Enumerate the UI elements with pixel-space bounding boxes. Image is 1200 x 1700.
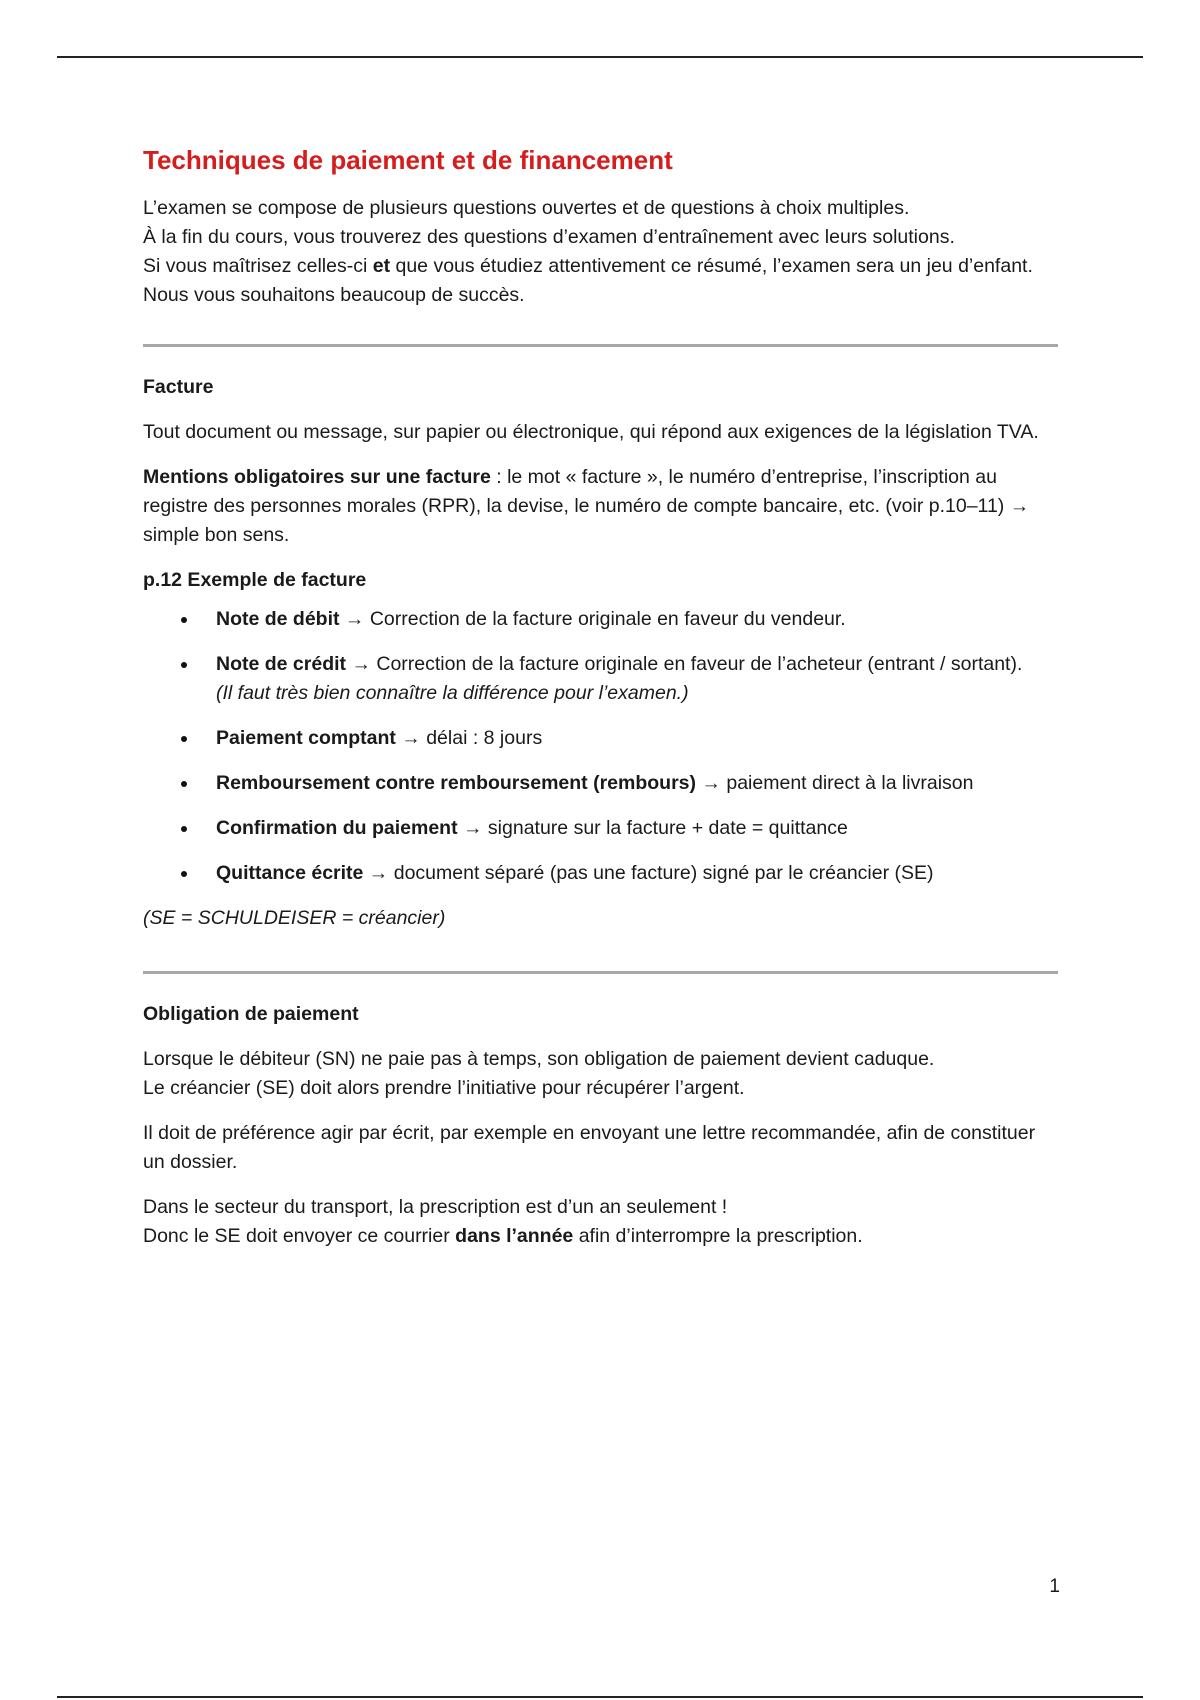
bullet-icon	[181, 781, 187, 787]
intro-line	[143, 252, 1058, 281]
page-bottom-rule	[57, 1696, 1143, 1698]
obligation-emphasis: dans l’année	[455, 1225, 574, 1247]
intro-text: Si vous maîtrisez celles-ci	[143, 255, 373, 277]
bullet-icon	[181, 662, 187, 668]
section-divider	[143, 971, 1058, 974]
bullet-icon	[181, 871, 187, 877]
intro-text: que vous étudiez attentivement ce résumé, l’examen sera un jeu d’enfant.	[390, 255, 1033, 277]
item-label: Note de débit	[216, 608, 340, 630]
mentions-label: Mentions obligatoires sur une facture	[143, 466, 491, 488]
list-item	[143, 650, 1058, 708]
item-note: (Il faut très bien connaître la différence pour l’examen.)	[216, 682, 689, 704]
mentions-text: : le mot « facture », le numéro d’entreprise, l’inscription au registre des personnes morales (RPR), la devise, le numéro de compte bancaire, etc. (voir p.10–11) → simple bon sens.	[143, 466, 1030, 546]
bullet-icon	[181, 617, 187, 623]
item-label: Remboursement contre remboursement (rembours)	[216, 772, 697, 794]
item-text: → Correction de la facture originale en faveur du vendeur.	[339, 608, 846, 630]
list-item	[143, 724, 1058, 753]
obligation-line: Dans le secteur du transport, la prescription est d’un an seulement !	[143, 1196, 728, 1218]
bullet-icon	[181, 826, 187, 832]
item-text: → document séparé (pas une facture) signé par le créancier (SE)	[363, 862, 934, 884]
intro-line: Nous vous souhaitons beaucoup de succès.	[143, 284, 525, 306]
obligation-text: Donc le SE doit envoyer ce courrier	[143, 1225, 456, 1247]
list-item	[143, 814, 1058, 843]
obligation-paragraph	[143, 1045, 1058, 1103]
obligation-line: Le créancier (SE) doit alors prendre l’initiative pour récupérer l’argent.	[143, 1077, 745, 1099]
list-item	[143, 605, 1058, 634]
list-item	[143, 859, 1058, 888]
item-label: Paiement comptant	[216, 727, 396, 749]
facture-mentions	[143, 463, 1058, 550]
item-label: Note de crédit	[216, 653, 347, 675]
intro-line: L’examen se compose de plusieurs questions ouvertes et de questions à choix multiples.	[143, 197, 910, 219]
obligation-heading: Obligation de paiement	[143, 1003, 359, 1025]
intro-emphasis: et	[372, 255, 391, 277]
intro-section	[143, 194, 1058, 310]
item-text: → paiement direct à la livraison	[696, 772, 974, 794]
list-item	[143, 769, 1058, 798]
item-label: Quittance écrite	[216, 862, 364, 884]
section-divider	[143, 344, 1058, 347]
item-text: → signature sur la facture + date = quittance	[457, 817, 848, 839]
page-number: 1	[1049, 1576, 1060, 1597]
document-body	[143, 144, 1058, 1251]
item-label: Confirmation du paiement	[216, 817, 458, 839]
item-text: → Correction de la facture originale en faveur de l’acheteur (entrant / sortant).	[346, 653, 1023, 675]
bullet-icon	[181, 736, 187, 742]
facture-section	[143, 373, 1058, 933]
facture-list	[143, 605, 1058, 888]
obligation-line	[143, 1222, 1058, 1251]
intro-line: À la fin du cours, vous trouverez des questions d’examen d’entraînement avec leurs solutions.	[143, 226, 955, 248]
obligation-paragraph: Il doit de préférence agir par écrit, par exemple en envoyant une lettre recommandée, afin de constituer un dossier.	[143, 1122, 1036, 1173]
facture-footnote: (SE = SCHULDEISER = créancier)	[143, 907, 446, 929]
example-heading: p.12 Exemple de facture	[143, 569, 367, 591]
facture-definition: Tout document ou message, sur papier ou électronique, qui répond aux exigences de la législation TVA.	[143, 421, 1039, 443]
page-top-rule	[57, 56, 1143, 58]
obligation-text: afin d’interrompre la prescription.	[573, 1225, 863, 1247]
obligation-section	[143, 1000, 1058, 1251]
document-title: Techniques de paiement et de financement	[143, 145, 673, 175]
obligation-line: Lorsque le débiteur (SN) ne paie pas à temps, son obligation de paiement devient caduque.	[143, 1048, 935, 1070]
obligation-paragraph	[143, 1193, 1058, 1251]
item-text: → délai : 8 jours	[395, 727, 543, 749]
facture-heading: Facture	[143, 376, 214, 398]
